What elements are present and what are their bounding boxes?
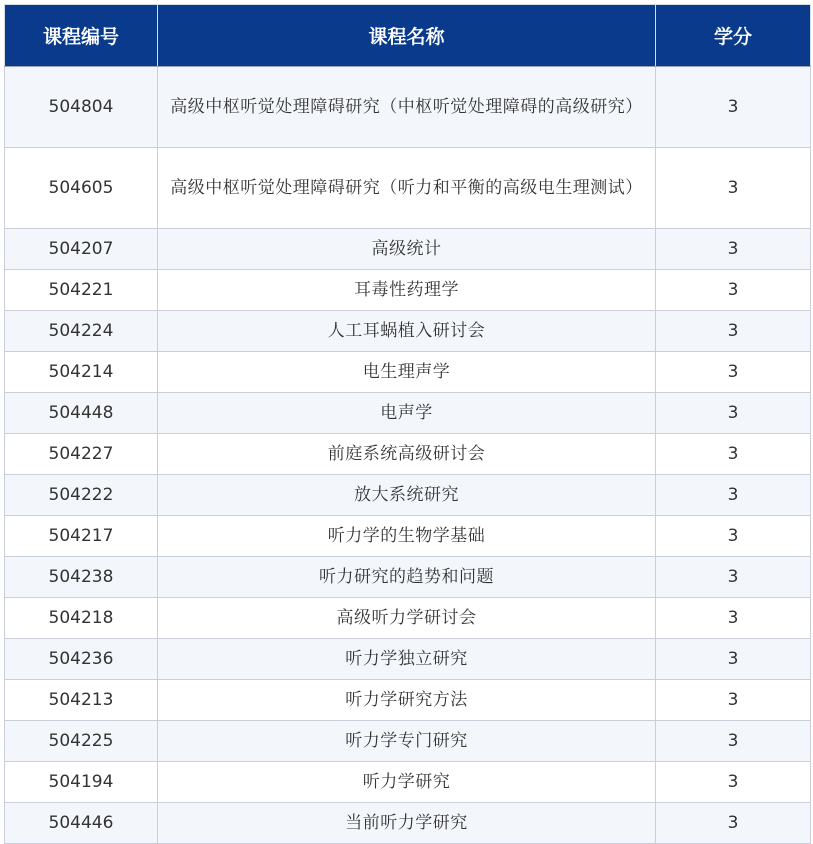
cell-credit: 3 — [656, 475, 811, 516]
cell-course-name: 听力学专门研究 — [158, 721, 656, 762]
cell-credit: 3 — [656, 721, 811, 762]
cell-course-code: 504236 — [5, 639, 158, 680]
table-row — [5, 639, 811, 680]
table-row — [5, 680, 811, 721]
cell-course-name: 当前听力学研究 — [158, 803, 656, 844]
cell-course-name: 耳毒性药理学 — [158, 270, 656, 311]
table-row — [5, 762, 811, 803]
cell-credit: 3 — [656, 516, 811, 557]
cell-credit: 3 — [656, 639, 811, 680]
cell-course-code: 504213 — [5, 680, 158, 721]
table-row — [5, 311, 811, 352]
cell-course-code: 504218 — [5, 598, 158, 639]
course-table — [4, 4, 811, 844]
cell-course-code: 504207 — [5, 229, 158, 270]
cell-course-name: 高级中枢听觉处理障碍研究（听力和平衡的高级电生理测试） — [158, 148, 656, 229]
table-row — [5, 229, 811, 270]
cell-course-name: 听力学独立研究 — [158, 639, 656, 680]
table-row — [5, 148, 811, 229]
cell-credit: 3 — [656, 762, 811, 803]
cell-course-code: 504194 — [5, 762, 158, 803]
table-row — [5, 393, 811, 434]
cell-credit: 3 — [656, 67, 811, 148]
header-credit: 学分 — [656, 5, 811, 67]
table-row — [5, 475, 811, 516]
cell-course-name: 高级中枢听觉处理障碍研究（中枢听觉处理障碍的高级研究） — [158, 67, 656, 148]
cell-course-name: 电声学 — [158, 393, 656, 434]
table-row — [5, 803, 811, 844]
cell-course-code: 504605 — [5, 148, 158, 229]
cell-credit: 3 — [656, 393, 811, 434]
cell-course-code: 504217 — [5, 516, 158, 557]
cell-credit: 3 — [656, 311, 811, 352]
cell-credit: 3 — [656, 434, 811, 475]
cell-credit: 3 — [656, 557, 811, 598]
cell-credit: 3 — [656, 680, 811, 721]
table-row — [5, 516, 811, 557]
cell-credit: 3 — [656, 803, 811, 844]
cell-course-code: 504448 — [5, 393, 158, 434]
cell-credit: 3 — [656, 598, 811, 639]
cell-course-name: 听力学研究 — [158, 762, 656, 803]
cell-course-code: 504221 — [5, 270, 158, 311]
cell-course-code: 504224 — [5, 311, 158, 352]
cell-course-name: 前庭系统高级研讨会 — [158, 434, 656, 475]
table-header — [5, 5, 811, 67]
cell-course-name: 电生理声学 — [158, 352, 656, 393]
cell-course-name: 听力学的生物学基础 — [158, 516, 656, 557]
cell-course-code: 504214 — [5, 352, 158, 393]
cell-course-code: 504238 — [5, 557, 158, 598]
cell-course-name: 听力研究的趋势和问题 — [158, 557, 656, 598]
cell-credit: 3 — [656, 148, 811, 229]
cell-course-name: 放大系统研究 — [158, 475, 656, 516]
cell-credit: 3 — [656, 229, 811, 270]
cell-course-code: 504446 — [5, 803, 158, 844]
header-course-name: 课程名称 — [158, 5, 656, 67]
table-row — [5, 270, 811, 311]
header-course-code: 课程编号 — [5, 5, 158, 67]
table-body — [5, 67, 811, 844]
cell-credit: 3 — [656, 352, 811, 393]
table-row — [5, 434, 811, 475]
cell-course-code: 504227 — [5, 434, 158, 475]
table-row — [5, 352, 811, 393]
cell-course-name: 听力学研究方法 — [158, 680, 656, 721]
cell-course-code: 504804 — [5, 67, 158, 148]
cell-credit: 3 — [656, 270, 811, 311]
cell-course-name: 高级听力学研讨会 — [158, 598, 656, 639]
table-row — [5, 557, 811, 598]
table-row — [5, 721, 811, 762]
cell-course-name: 人工耳蜗植入研讨会 — [158, 311, 656, 352]
cell-course-code: 504225 — [5, 721, 158, 762]
cell-course-name: 高级统计 — [158, 229, 656, 270]
table-row — [5, 598, 811, 639]
cell-course-code: 504222 — [5, 475, 158, 516]
table-row — [5, 67, 811, 148]
header-row — [5, 5, 811, 67]
